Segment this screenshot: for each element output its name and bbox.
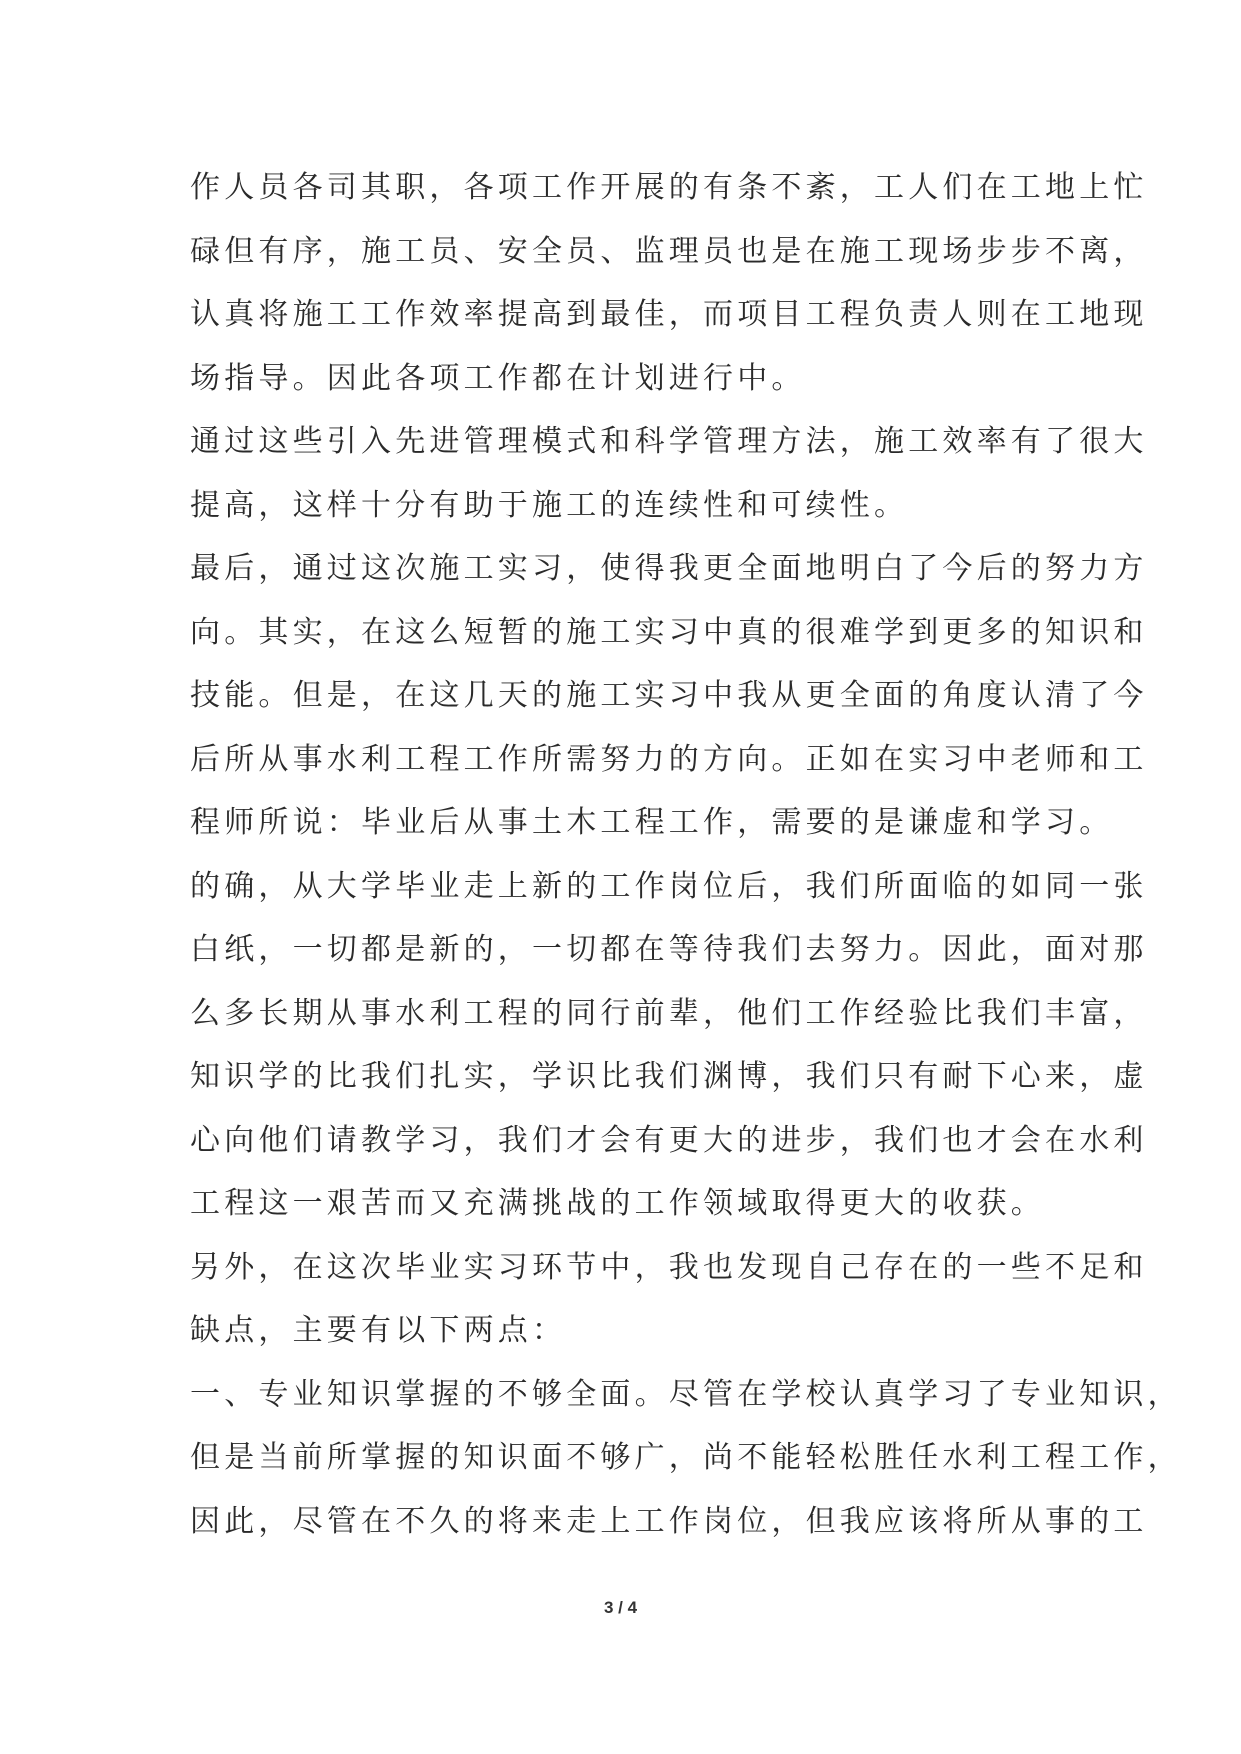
text-line-12: 的确，从大学毕业走上新的工作岗位后，我们所面临的如同一张 <box>190 868 1148 904</box>
text-line-14: 么多长期从事水利工程的同行前辈，他们工作经验比我们丰富， <box>190 995 1148 1031</box>
text-line-20: 一、专业知识掌握的不够全面。尽管在学校认真学习了专业知识， <box>190 1376 1182 1412</box>
text-line-2: 碌但有序，施工员、安全员、监理员也是在施工现场步步不离， <box>190 233 1148 269</box>
text-line-8: 向。其实，在这么短暂的施工实习中真的很难学到更多的知识和 <box>190 614 1148 650</box>
text-line-15: 知识学的比我们扎实，学识比我们渊博，我们只有耐下心来，虚 <box>190 1059 1148 1094</box>
document-body <box>190 156 1182 1553</box>
text-line-5: 通过这些引入先进管理模式和科学管理方法，施工效率有了很大 <box>190 424 1148 459</box>
text-line-11: 程师所说：毕业后从事土木工程工作，需要的是谦虚和学习。 <box>190 805 1114 840</box>
text-line-3: 认真将施工工作效率提高到最佳，而项目工程负责人则在工地现 <box>190 297 1148 332</box>
text-line-7: 最后，通过这次施工实习，使得我更全面地明白了今后的努力方 <box>190 551 1148 586</box>
text-line-22: 因此，尽管在不久的将来走上工作岗位，但我应该将所从事的工 <box>190 1503 1148 1539</box>
text-line-9: 技能。但是，在这几天的施工实习中我从更全面的角度认清了今 <box>190 678 1148 713</box>
text-line-17: 工程这一艰苦而又充满挑战的工作领域取得更大的收获。 <box>190 1186 1045 1221</box>
text-line-1: 作人员各司其职，各项工作开展的有条不紊，工人们在工地上忙 <box>190 170 1148 205</box>
text-line-13: 白纸，一切都是新的，一切都在等待我们去努力。因此，面对那 <box>190 932 1148 967</box>
page-number: 3 / 4 <box>603 1598 638 1617</box>
text-line-16: 心向他们请教学习，我们才会有更大的进步，我们也才会在水利 <box>190 1122 1148 1158</box>
text-line-10: 后所从事水利工程工作所需努力的方向。正如在实习中老师和工 <box>190 741 1148 777</box>
text-line-21: 但是当前所掌握的知识面不够广，尚不能轻松胜任水利工程工作， <box>190 1440 1182 1475</box>
text-line-4: 场指导。因此各项工作都在计划进行中。 <box>190 360 806 396</box>
text-line-18: 另外，在这次毕业实习环节中，我也发现自己存在的一些不足和 <box>190 1249 1148 1285</box>
text-line-6: 提高，这样十分有助于施工的连续性和可续性。 <box>190 487 909 523</box>
text-line-19: 缺点，主要有以下两点： <box>190 1313 567 1348</box>
